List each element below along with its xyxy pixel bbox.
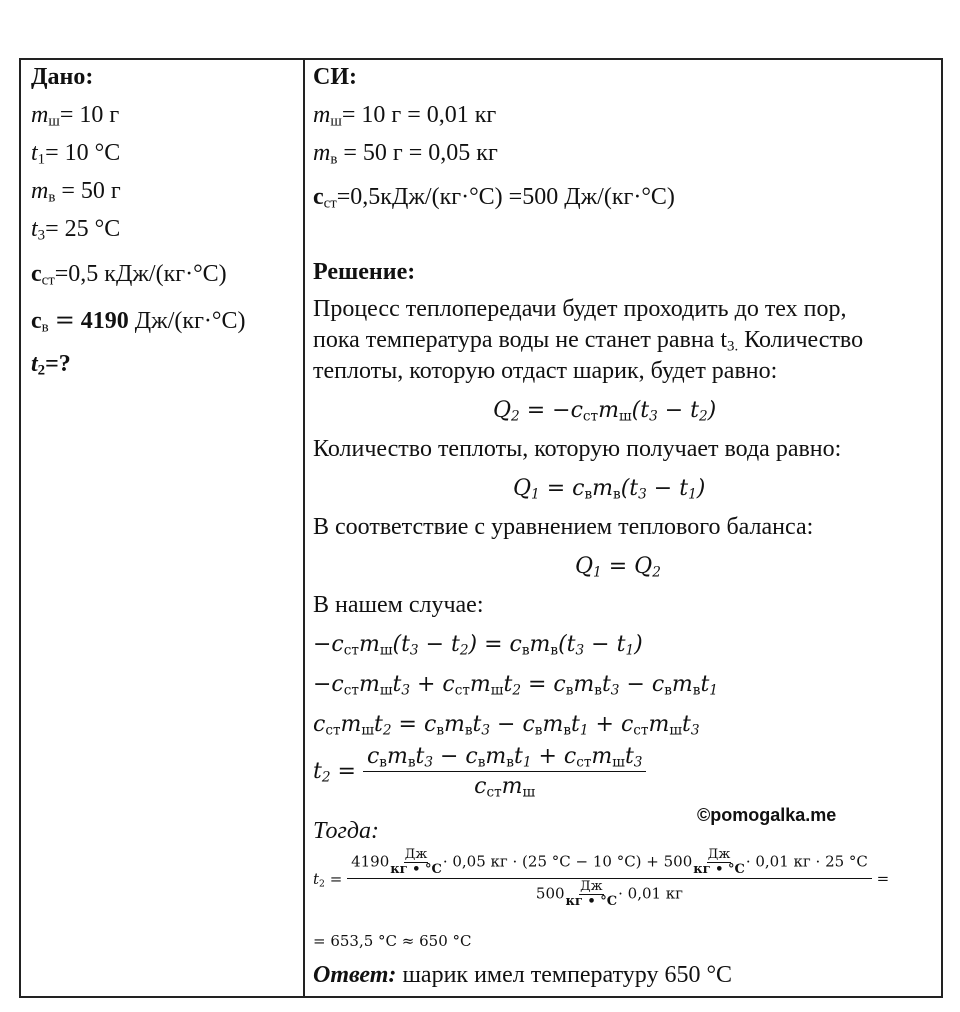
task-table [19,58,943,998]
formula-q2: $Q_2 = -c_{ст}m_ш(t_3 - t_2)$ [493,398,717,425]
given-question: $t_2=$? [31,351,71,379]
solution-text-4: В нашем случае: [313,592,484,618]
result-value: = 653,5 °С ≈ 650 °С [313,932,472,950]
si-mass-water: $m_в = 50$ г = 0,05 кг [313,140,498,168]
given-mass-water: $m_в = 50$ г [31,178,121,206]
equation-1: $-c_{ст}m_ш(t_3 - t_2) = c_вm_в(t_3 - t_1)$ [313,632,643,659]
column-divider [303,60,305,996]
formula-balance: $Q_1 = Q_2$ [575,554,661,581]
equation-2: $-c_{ст}m_шt_3 + c_{ст}m_шt_2 = c_вm_вt_3 - c_вm_вt_1$ [313,672,718,699]
solution-text-1a: Процесс теплопередачи будет проходить до тех пор, [313,296,847,322]
given-mass-ball: $m_ш= 10$ г [31,102,120,130]
equation-4-fraction: $t_2$ = $\frac{c_вm_вt_3 - c_вm_вt_1 + c_{ст}m_шt_3}{c_{ст}m_ш}$ [313,744,646,799]
solution-text-1b: пока температура воды не станет равна $t_{3.}$ Количество [313,327,864,355]
given-t1: $t_1= 10$ °С [31,140,121,168]
solution-text-3: В соответствие с уравнением теплового баланса: [313,514,814,540]
solution-text-2: Количество теплоты, которую получает вода равно: [313,436,842,462]
si-mass-ball: $m_ш= 10$ г = 0,01 кг [313,102,497,130]
si-title: СИ: [313,64,357,90]
watermark: ©pomogalka.me [697,805,837,825]
then-label: Тогда: [313,818,379,844]
given-t3: $t_3= 25$ °С [31,216,121,244]
si-c-steel: $c_{ст}=0,5кДж/(кг\cdot^\circ С) =500$ Дж/(кг·°С) [313,184,675,212]
given-c-steel: $c_{ст}=0,5$ кДж/(кг·°С) [31,261,227,289]
given-title: Дано: [31,64,94,90]
given-c-water: $c_в = 4190$ Дж/(кг·°С) [31,306,246,336]
answer-line: Ответ: шарик имел температуру 650 °С [313,962,733,988]
equation-3: $c_{ст}m_шt_2 = c_вm_вt_3 - c_вm_вt_1 + c_{ст}m_шt_3$ [313,712,700,739]
numeric-calculation: $t_2$ = 4190 $\frac{Дж}{кг • ^\circ С}$ · 0,05 кг · (25 °С − 10 °С) + 500 $\frac{Дж}{кг • ^\circ С}$ · 0,01 кг · 25 °С 500 $\frac{Дж}{кг • ^\circ С}$ · 0,01 кг = [313,847,890,909]
solution-title: Решение: [313,259,416,285]
solution-text-1c: теплоты, которую отдаст шарик, будет равно: [313,358,778,384]
formula-q1: $Q_1 = c_вm_в(t_3 - t_1)$ [513,476,706,503]
